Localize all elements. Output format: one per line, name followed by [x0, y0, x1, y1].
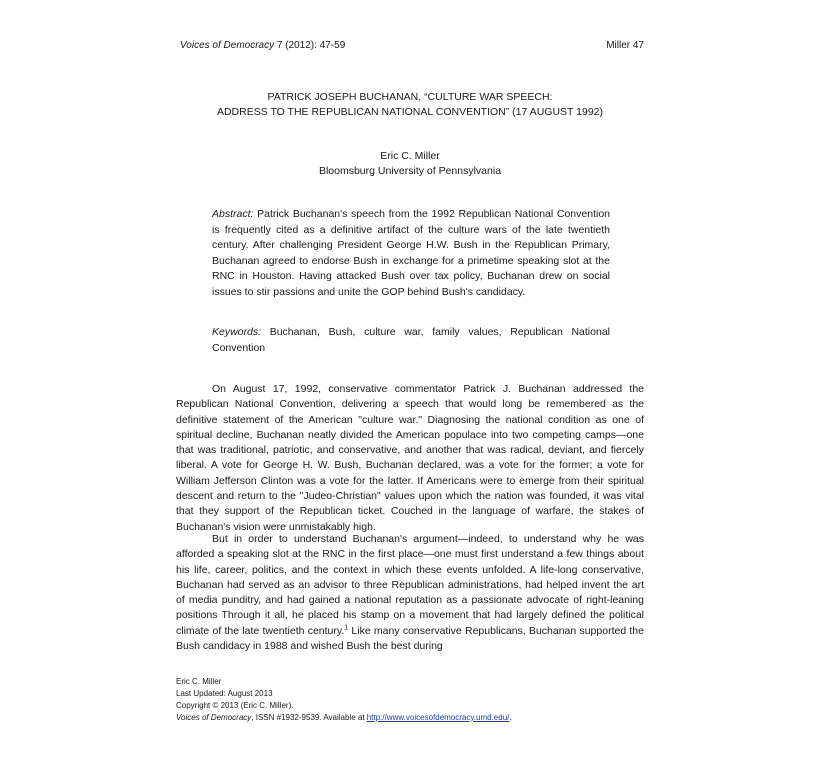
title-line-1: PATRICK JOSEPH BUCHANAN, “CULTURE WAR SPEECH:	[267, 91, 553, 103]
keywords-text: Buchanan, Bush, culture war, family values, Republican National Convention	[212, 326, 610, 354]
abstract-label: Abstract:	[212, 208, 254, 220]
abstract	[212, 207, 610, 300]
footer	[176, 676, 512, 724]
footer-author: Eric C. Miller	[176, 677, 222, 686]
footer-end: .	[509, 713, 512, 722]
footer-journal: Voices of Democracy	[176, 713, 252, 722]
running-header-citation	[180, 40, 345, 51]
abstract-text: Patrick Buchanan's speech from the 1992 Republican National Convention is frequently cited as a definitive artifact of the culture wars of the late twentieth century. After challenging President George H.W. Bush in the Republican Primary, Buchanan agreed to endorse Bush in exchange for a primetime speaking slot at the RNC in Houston. Having attacked Bush over tax policy, Buchanan drew on social issues to stir passions and unite the GOP behind Bush's candidacy.	[212, 208, 610, 298]
author-name: Eric C. Miller	[380, 150, 440, 162]
keywords-label: Keywords:	[212, 326, 262, 338]
footnote-marker[interactable]: 1	[344, 624, 349, 632]
footer-availability	[176, 712, 512, 724]
footer-issn: , ISSN #1932-9539. Available at	[251, 713, 367, 722]
journal-url-link[interactable]: http://www.voicesofdemocracy.umd.edu/	[366, 713, 510, 722]
running-header-page: Miller 47	[606, 40, 644, 51]
keywords	[212, 325, 610, 356]
title-line-2: ADDRESS TO THE REPUBLICAN NATIONAL CONVENTION” (17 AUGUST 1992)	[216, 106, 604, 118]
body-paragraph-2-text: But in order to understand Buchanan's argument—indeed, to understand why he was afforded a speaking slot at the RNC in the first place—one must first understand a few things about his life, career, politics, and the context in which these events unfolded. A life-long conservative, Buchanan had served as an advisor to three Republican administrations, had helped invent the art of media punditry, and had gained a national reputation as a passionate advocate of right-leaning positions Through it all, he placed his stamp on a movement that had largely defined the political climate of the late twentieth century.	[176, 533, 644, 637]
footer-copyright: Copyright © 2013 (Eric C. Miller).	[176, 701, 294, 710]
body-paragraph-2-cont: Like many conservative Republicans, Buchanan supported the Bush candidacy in 1988 and wished Bush the best during	[176, 624, 644, 653]
author-affiliation: Bloomsburg University of Pennsylvania	[318, 165, 502, 177]
footer-updated: Last Updated: August 2013	[176, 689, 273, 698]
body-paragraph-1: On August 17, 1992, conservative commentator Patrick J. Buchanan addressed the Republican National Convention, delivering a speech that would long be remembered as the definitive statement of the American "culture war." Diagnosing the national condition as one of spiritual decline, Buchanan neatly divided the American populace into two competing camps—one that was traditional, patriotic, and conservative, and another that was radical, deviant, and fiercely liberal. A vote for George H. W. Bush, Buchanan declared, was a vote for the former; a vote for William Jefferson Clinton was a vote for the latter. If Americans were to emerge from their spiritual descent and return to the "Judeo-Christian" values upon which the nation was founded, it was vital that they support of the Republican ticket. Couched in the language of warfare, the stakes of Buchanan's vision were unmistakably high.	[176, 383, 644, 533]
volume-pages: 7 (2012): 47-59	[274, 40, 346, 51]
journal-name: Voices of Democracy	[180, 40, 275, 51]
body-paragraph-2	[176, 532, 644, 654]
